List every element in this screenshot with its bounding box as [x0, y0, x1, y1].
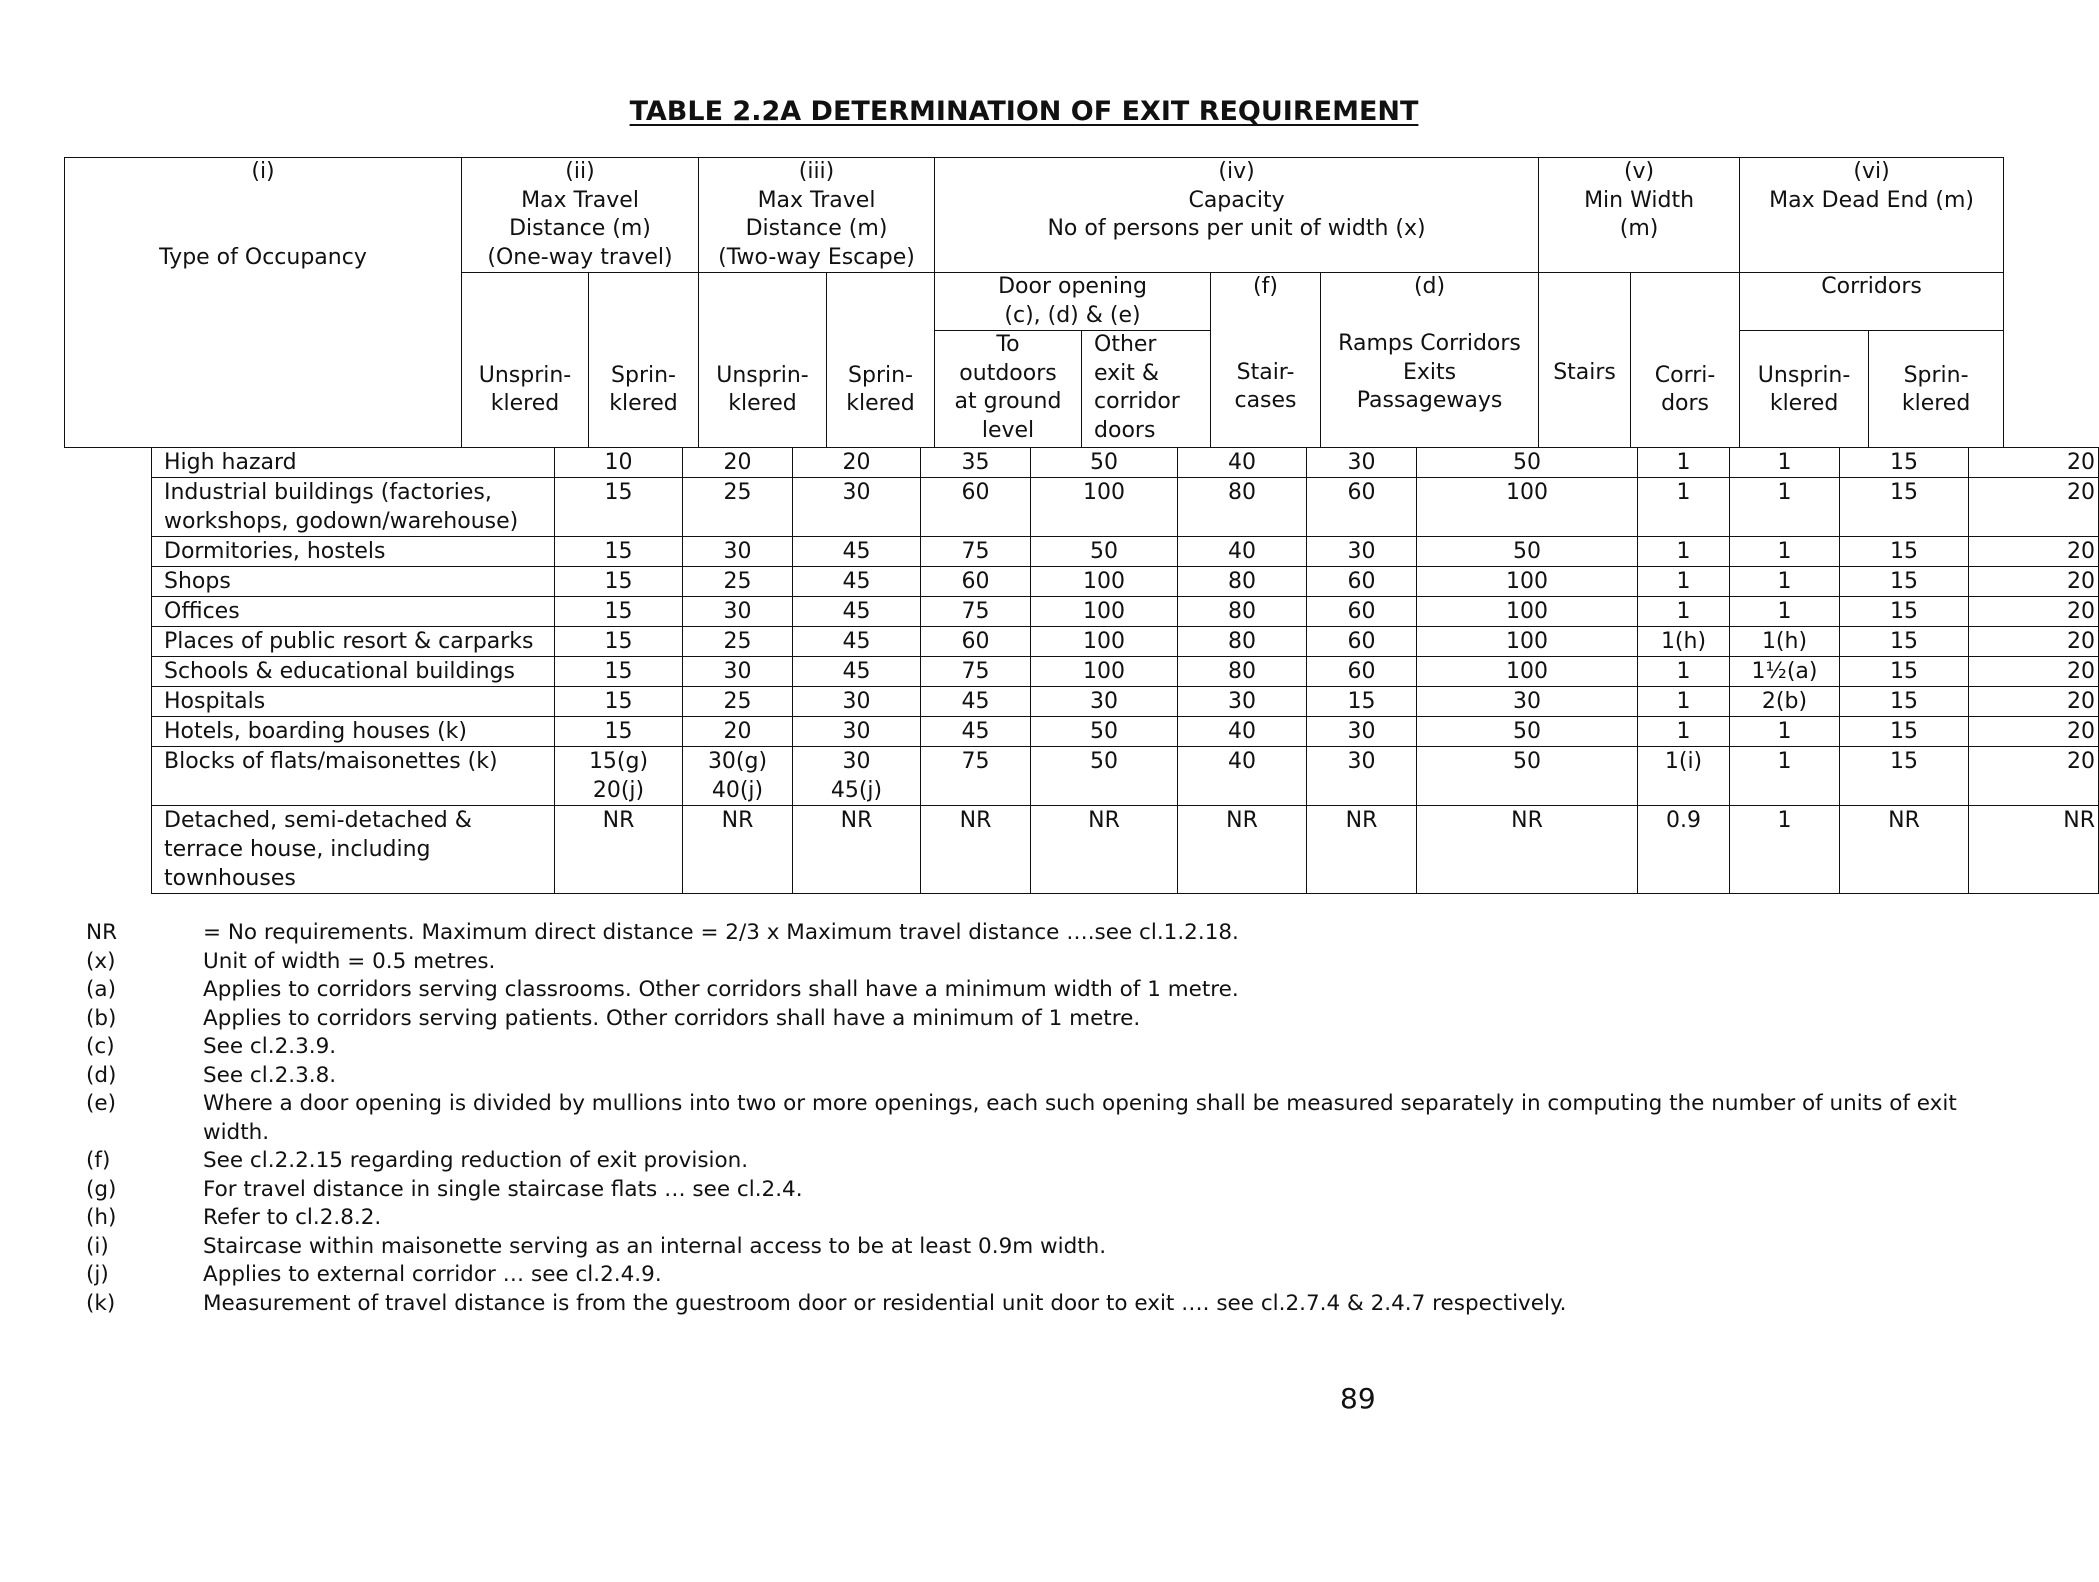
table-row: [152, 747, 2099, 806]
value-cell: 20: [1969, 537, 2099, 567]
occupancy-type-cell: Detached, semi-detached & terrace house, including townhouses: [152, 806, 555, 894]
footnote-key: (k): [86, 1290, 116, 1316]
header-vi-sprinklered: Sprin- klered: [1869, 331, 2004, 448]
value-cell: 1: [1730, 747, 1840, 806]
value-cell: 20: [1969, 597, 2099, 627]
value-cell: 30: [793, 478, 921, 537]
value-cell: NR: [1178, 806, 1307, 894]
value-cell: 60: [921, 627, 1031, 657]
value-cell: NR: [1307, 806, 1417, 894]
header-other-exit: Other exit & corridor doors: [1082, 331, 1211, 448]
value-cell: 15: [1307, 687, 1417, 717]
value-cell: 50: [1417, 537, 1638, 567]
table-row: [152, 478, 2099, 537]
table-row: [152, 657, 2099, 687]
footnote: [86, 1005, 2016, 1034]
value-cell: 20: [793, 448, 921, 478]
value-cell: 60: [921, 567, 1031, 597]
header-max-dead-end: (vi) Max Dead End (m): [1740, 158, 2004, 273]
header-vi-unsprinklered: Unsprin- klered: [1740, 331, 1869, 448]
value-cell: 45: [793, 567, 921, 597]
value-cell: 60: [1307, 627, 1417, 657]
occupancy-type-cell: Shops: [152, 567, 555, 597]
header-iii-unsprinklered: Unsprin- klered: [699, 273, 827, 448]
occupancy-type-cell: Dormitories, hostels: [152, 537, 555, 567]
value-cell: 1: [1638, 597, 1730, 627]
header-ii-sprinklered: Sprin- klered: [589, 273, 699, 448]
footnote-text: For travel distance in single staircase flats … see cl.2.4.: [203, 1176, 803, 1202]
value-cell: 100: [1417, 597, 1638, 627]
header-corridors-width: Corri- dors: [1631, 273, 1740, 448]
value-cell: 1: [1638, 478, 1730, 537]
value-cell: 60: [1307, 657, 1417, 687]
table-row: [152, 597, 2099, 627]
value-cell: 15: [555, 478, 683, 537]
value-cell: 1: [1638, 687, 1730, 717]
footnote-key: (a): [86, 977, 116, 1002]
occupancy-type-cell: Schools & educational buildings: [152, 657, 555, 687]
value-cell: 75: [921, 537, 1031, 567]
value-cell: 30: [1307, 448, 1417, 478]
value-cell: 75: [921, 747, 1031, 806]
value-cell: 15: [1840, 567, 1969, 597]
value-cell: 1: [1638, 657, 1730, 687]
value-cell: 50: [1417, 717, 1638, 747]
footnote-text: Applies to corridors serving classrooms. Other corridors shall have a minimum width of 1 metre.: [203, 977, 1239, 1002]
value-cell: 1: [1638, 717, 1730, 747]
header-max-travel-one-way: (ii) Max Travel Distance (m) (One-way travel): [462, 158, 699, 273]
header-max-travel-two-way: (iii) Max Travel Distance (m) (Two-way Escape): [699, 158, 935, 273]
value-cell: 80: [1178, 567, 1307, 597]
value-cell: 60: [1307, 478, 1417, 537]
occupancy-type-cell: Offices: [152, 597, 555, 627]
value-cell: 50: [1031, 717, 1178, 747]
value-cell: 45: [793, 657, 921, 687]
value-cell: 15(g) 20(j): [555, 747, 683, 806]
value-cell: NR: [1417, 806, 1638, 894]
value-cell: NR: [1031, 806, 1178, 894]
value-cell: 1(h): [1730, 627, 1840, 657]
value-cell: 15: [555, 537, 683, 567]
value-cell: 45: [793, 627, 921, 657]
value-cell: 15: [1840, 627, 1969, 657]
footnote-text: See cl.2.3.8.: [203, 1062, 337, 1088]
value-cell: 80: [1178, 597, 1307, 627]
value-cell: 25: [683, 478, 793, 537]
value-cell: 100: [1031, 478, 1178, 537]
footnote-text: Staircase within maisonette serving as an internal access to be at least 0.9m width.: [203, 1233, 1107, 1259]
value-cell: 15: [1840, 478, 1969, 537]
page-title: TABLE 2.2A DETERMINATION OF EXIT REQUIREMENT: [629, 96, 1419, 127]
footnote-key: (h): [86, 1205, 117, 1230]
value-cell: 2(b): [1730, 687, 1840, 717]
footnote: [86, 1233, 2016, 1262]
value-cell: 20: [1969, 717, 2099, 747]
footnote: [86, 1204, 2016, 1233]
value-cell: 1½(a): [1730, 657, 1840, 687]
table-row: [152, 627, 2099, 657]
value-cell: 1: [1730, 537, 1840, 567]
value-cell: 100: [1417, 567, 1638, 597]
footnote-key: (c): [86, 1034, 115, 1059]
value-cell: 15: [1840, 597, 1969, 627]
value-cell: 1: [1730, 448, 1840, 478]
value-cell: 0.9: [1638, 806, 1730, 894]
value-cell: 100: [1031, 657, 1178, 687]
footnotes: [86, 919, 2016, 1318]
value-cell: 20: [1969, 448, 2099, 478]
header-ii-unsprinklered: Unsprin- klered: [462, 273, 589, 448]
value-cell: 50: [1031, 537, 1178, 567]
footnote: [86, 976, 2016, 1005]
value-cell: NR: [683, 806, 793, 894]
value-cell: 50: [1031, 747, 1178, 806]
value-cell: 60: [921, 478, 1031, 537]
header-staircases: (f) Stair- cases: [1211, 273, 1321, 448]
value-cell: NR: [555, 806, 683, 894]
value-cell: 1: [1730, 597, 1840, 627]
value-cell: 1: [1730, 478, 1840, 537]
footnote-key: (j): [86, 1262, 109, 1287]
footnote-text: Refer to cl.2.8.2.: [203, 1205, 382, 1230]
value-cell: 30: [1178, 687, 1307, 717]
footnote-key: (d): [86, 1062, 117, 1088]
value-cell: 25: [683, 687, 793, 717]
footnote-text: Measurement of travel distance is from the guestroom door or residential unit door to exit …. see cl.2.7.4 & 2.4.7 respectively.: [203, 1290, 1567, 1316]
value-cell: 1: [1730, 806, 1840, 894]
value-cell: 100: [1417, 627, 1638, 657]
value-cell: 15: [1840, 448, 1969, 478]
table-header: [64, 157, 2004, 448]
header-corridors: Corridors: [1740, 273, 2004, 331]
value-cell: 1: [1730, 717, 1840, 747]
footnote-key: (x): [86, 948, 116, 974]
value-cell: 30: [683, 597, 793, 627]
value-cell: 1: [1638, 537, 1730, 567]
value-cell: 20: [683, 717, 793, 747]
value-cell: 75: [921, 657, 1031, 687]
value-cell: NR: [793, 806, 921, 894]
value-cell: 15: [555, 567, 683, 597]
page-number: 89: [1340, 1382, 1376, 1415]
footnote: [86, 948, 2016, 977]
value-cell: 60: [1307, 567, 1417, 597]
value-cell: 30: [1031, 687, 1178, 717]
footnote: [86, 1290, 2016, 1319]
header-min-width: (v) Min Width (m): [1539, 158, 1740, 273]
value-cell: 20: [683, 448, 793, 478]
footnote-text: See cl.2.2.15 regarding reduction of exit provision.: [203, 1148, 749, 1173]
value-cell: 100: [1417, 657, 1638, 687]
value-cell: 35: [921, 448, 1031, 478]
footnote: [86, 1176, 2016, 1205]
header-to-outdoors: To outdoors at ground level: [935, 331, 1082, 448]
value-cell: 1(i): [1638, 747, 1730, 806]
footnote-text: Applies to corridors serving patients. Other corridors shall have a minimum of 1 metre.: [203, 1005, 1141, 1031]
value-cell: 30 45(j): [793, 747, 921, 806]
occupancy-type-cell: Blocks of flats/maisonettes (k): [152, 747, 555, 806]
value-cell: 40: [1178, 537, 1307, 567]
value-cell: 15: [1840, 657, 1969, 687]
value-cell: 80: [1178, 478, 1307, 537]
footnote-text: Where a door opening is divided by mullions into two or more openings, each such opening shall be measured separately in computing the number of units of exit width.: [203, 1091, 1957, 1145]
value-cell: 100: [1031, 627, 1178, 657]
value-cell: 1: [1638, 567, 1730, 597]
header-type-of-occupancy: (i) Type of Occupancy: [65, 158, 462, 448]
footnote-text: = No requirements. Maximum direct distance = 2/3 x Maximum travel distance ….see cl.1.2.18.: [203, 920, 1239, 945]
value-cell: 80: [1178, 657, 1307, 687]
header-door-opening: Door opening (c), (d) & (e): [935, 273, 1211, 331]
footnote: [86, 919, 2016, 948]
header-iii-sprinklered: Sprin- klered: [827, 273, 935, 448]
table-row: [152, 448, 2099, 478]
value-cell: 80: [1178, 627, 1307, 657]
footnote-key: NR: [86, 920, 118, 945]
value-cell: 15: [555, 657, 683, 687]
footnote: [86, 1261, 2016, 1290]
value-cell: NR: [921, 806, 1031, 894]
value-cell: 30: [1307, 537, 1417, 567]
table-row: [152, 687, 2099, 717]
value-cell: 30: [1307, 717, 1417, 747]
value-cell: 15: [555, 597, 683, 627]
value-cell: 40: [1178, 717, 1307, 747]
value-cell: 15: [1840, 717, 1969, 747]
data-table: [151, 447, 2099, 894]
value-cell: 20: [1969, 687, 2099, 717]
value-cell: 30: [1417, 687, 1638, 717]
value-cell: 50: [1417, 448, 1638, 478]
occupancy-type-cell: High hazard: [152, 448, 555, 478]
value-cell: 15: [555, 627, 683, 657]
footnote-key: (b): [86, 1005, 117, 1031]
footnote-text: Unit of width = 0.5 metres.: [203, 948, 496, 974]
value-cell: 20: [1969, 627, 2099, 657]
value-cell: 10: [555, 448, 683, 478]
occupancy-type-cell: Hospitals: [152, 687, 555, 717]
header-stairs: Stairs: [1539, 273, 1631, 448]
occupancy-type-cell: Hotels, boarding houses (k): [152, 717, 555, 747]
table-row: [152, 717, 2099, 747]
value-cell: 25: [683, 627, 793, 657]
value-cell: 30: [793, 687, 921, 717]
value-cell: 50: [1031, 448, 1178, 478]
table-row: [152, 537, 2099, 567]
occupancy-type-cell: Industrial buildings (factories, workshops, godown/warehouse): [152, 478, 555, 537]
value-cell: 1: [1638, 448, 1730, 478]
value-cell: 60: [1307, 597, 1417, 627]
value-cell: 40: [1178, 747, 1307, 806]
value-cell: 40: [1178, 448, 1307, 478]
footnote-key: (i): [86, 1233, 109, 1259]
footnote: [86, 1033, 2016, 1062]
occupancy-type-cell: Places of public resort & carparks: [152, 627, 555, 657]
value-cell: 100: [1031, 597, 1178, 627]
table-row: [152, 806, 2099, 894]
value-cell: 45: [921, 717, 1031, 747]
value-cell: 20: [1969, 747, 2099, 806]
value-cell: 15: [1840, 687, 1969, 717]
footnote-text: See cl.2.3.9.: [203, 1034, 337, 1059]
value-cell: 30: [683, 657, 793, 687]
value-cell: 20: [1969, 657, 2099, 687]
value-cell: 100: [1031, 567, 1178, 597]
value-cell: 15: [555, 717, 683, 747]
value-cell: 30: [683, 537, 793, 567]
value-cell: 30: [793, 717, 921, 747]
value-cell: 15: [1840, 537, 1969, 567]
value-cell: 30: [1307, 747, 1417, 806]
value-cell: 20: [1969, 567, 2099, 597]
value-cell: 1: [1730, 567, 1840, 597]
value-cell: 45: [793, 597, 921, 627]
header-capacity: (iv) Capacity No of persons per unit of width (x): [935, 158, 1539, 273]
value-cell: 15: [555, 687, 683, 717]
footnote-key: (e): [86, 1091, 117, 1116]
value-cell: 25: [683, 567, 793, 597]
value-cell: 20: [1969, 478, 2099, 537]
table-row: [152, 567, 2099, 597]
value-cell: 45: [921, 687, 1031, 717]
value-cell: 1(h): [1638, 627, 1730, 657]
footnote-text: Applies to external corridor … see cl.2.4.9.: [203, 1262, 662, 1287]
value-cell: 15: [1840, 747, 1969, 806]
header-ramps-corridors: (d) Ramps Corridors Exits Passageways: [1321, 273, 1539, 448]
value-cell: 30(g) 40(j): [683, 747, 793, 806]
footnote: [86, 1147, 2016, 1176]
value-cell: 75: [921, 597, 1031, 627]
value-cell: 100: [1417, 478, 1638, 537]
value-cell: NR: [1840, 806, 1969, 894]
value-cell: NR: [1969, 806, 2099, 894]
footnote: [86, 1090, 2016, 1147]
footnote-key: (f): [86, 1148, 111, 1173]
footnote-key: (g): [86, 1176, 117, 1202]
value-cell: 45: [793, 537, 921, 567]
value-cell: 50: [1417, 747, 1638, 806]
footnote: [86, 1062, 2016, 1091]
